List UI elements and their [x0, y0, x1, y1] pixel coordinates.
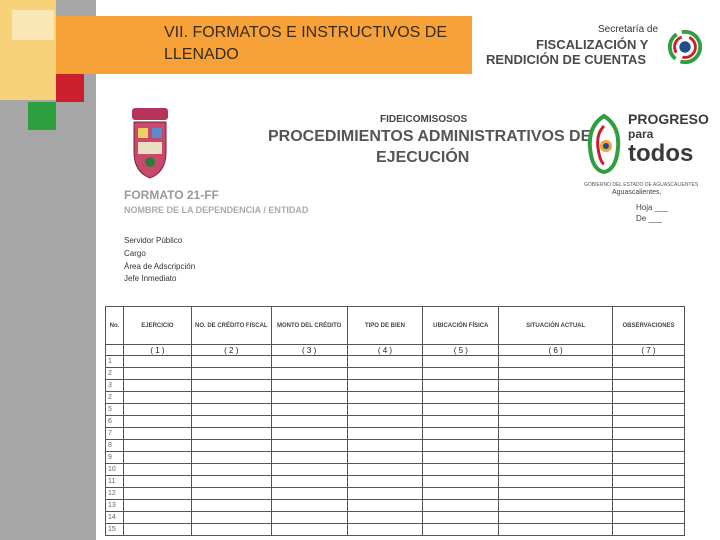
empty-cell: [123, 488, 191, 500]
coat-of-arms-icon: [126, 106, 174, 180]
header-monto-credito: MONTO DEL CRÉDITO: [271, 307, 347, 345]
empty-cell: [423, 380, 499, 392]
empty-cell: [123, 392, 191, 404]
empty-cell: [423, 440, 499, 452]
empty-cell: [271, 368, 347, 380]
empty-cell: [191, 416, 271, 428]
empty-cell: [347, 356, 423, 368]
empty-cell: [613, 368, 685, 380]
row-number: 11: [106, 476, 124, 488]
empty-cell: [347, 440, 423, 452]
secretaria-logo-line2: FISCALIZACIÓN Y: [536, 37, 649, 52]
progreso-word: PROGRESO: [628, 111, 709, 127]
empty-cell: [347, 428, 423, 440]
table-row: [106, 392, 685, 404]
empty-cell: [271, 524, 347, 536]
secretaria-logo-line1: Secretaría de: [598, 24, 659, 35]
empty-cell: [613, 380, 685, 392]
empty-cell: [123, 404, 191, 416]
empty-cell: [499, 428, 613, 440]
empty-cell: [423, 452, 499, 464]
secretaria-emblem-icon: [666, 28, 704, 66]
red-square-decoration: [56, 74, 84, 102]
row-number: 1: [106, 356, 124, 368]
header-no: No.: [106, 307, 124, 345]
empty-cell: [271, 512, 347, 524]
para-word: para: [628, 127, 654, 141]
table-row: [106, 440, 685, 452]
empty-cell: [123, 524, 191, 536]
row-number: 6: [106, 416, 124, 428]
table-header-row: [106, 307, 685, 345]
table-row: [106, 476, 685, 488]
empty-cell: [613, 392, 685, 404]
empty-cell: [191, 464, 271, 476]
empty-cell: [613, 416, 685, 428]
empty-cell: [613, 356, 685, 368]
empty-cell: [347, 476, 423, 488]
empty-cell: [191, 440, 271, 452]
empty-cell: [271, 500, 347, 512]
empty-cell: [347, 464, 423, 476]
green-square-decoration: [28, 102, 56, 130]
table-row: [106, 380, 685, 392]
empty-cell: [191, 476, 271, 488]
empty-cell: [423, 512, 499, 524]
empty-cell: [271, 356, 347, 368]
empty-cell: [423, 500, 499, 512]
empty-cell: [123, 416, 191, 428]
table-row: [106, 452, 685, 464]
empty-cell: [271, 464, 347, 476]
empty-cell: [499, 488, 613, 500]
row-number: 13: [106, 500, 124, 512]
empty-cell: [191, 524, 271, 536]
empty-cell: [123, 428, 191, 440]
empty-cell: [347, 452, 423, 464]
empty-cell: [613, 440, 685, 452]
row-number: 7: [106, 428, 124, 440]
empty-cell: [271, 452, 347, 464]
code-cell: ( 5 ): [423, 345, 499, 356]
empty-cell: [123, 452, 191, 464]
header-no-credito-fiscal: NO. DE CRÉDITO FISCAL: [191, 307, 271, 345]
empty-cell: [499, 452, 613, 464]
empty-cell: [423, 404, 499, 416]
code-cell: ( 7 ): [613, 345, 685, 356]
empty-cell: [271, 380, 347, 392]
header-ejercicio: EJERCICIO: [123, 307, 191, 345]
empty-cell: [423, 416, 499, 428]
header-ubicacion-fisica: UBICACIÓN FÍSICA: [423, 307, 499, 345]
code-cell: ( 2 ): [191, 345, 271, 356]
table-row: [106, 524, 685, 536]
secretaria-logo-line3: RENDICIÓN DE CUENTAS: [486, 52, 647, 67]
empty-cell: [123, 356, 191, 368]
code-cell: ( 6 ): [499, 345, 613, 356]
empty-cell: [499, 500, 613, 512]
empty-cell: [423, 464, 499, 476]
empty-cell: [499, 512, 613, 524]
progreso-para-todos-logo: [584, 106, 709, 196]
table-row: [106, 416, 685, 428]
row-number: 10: [106, 464, 124, 476]
empty-cell: [347, 524, 423, 536]
empty-cell: [123, 380, 191, 392]
header-observaciones: OBSERVACIONES: [613, 307, 685, 345]
row-number: 15: [106, 524, 124, 536]
info-area-adscripcion: Área de Adscripción: [124, 262, 196, 271]
code-cell: ( 1 ): [123, 345, 191, 356]
secretaria-logo: [486, 22, 710, 72]
scanned-format-document: [100, 104, 709, 533]
empty-cell: [499, 392, 613, 404]
empty-cell: [191, 512, 271, 524]
empty-cell: [613, 524, 685, 536]
empty-cell: [271, 488, 347, 500]
empty-cell: [499, 524, 613, 536]
empty-cell: [423, 392, 499, 404]
row-number: 3: [106, 380, 124, 392]
empty-cell: [613, 512, 685, 524]
empty-cell: [191, 392, 271, 404]
light-square-decoration: [12, 10, 54, 40]
empty-cell: [613, 488, 685, 500]
empty-cell: [613, 476, 685, 488]
empty-cell: [191, 500, 271, 512]
empty-cell: [123, 500, 191, 512]
document-title-line2: EJECUCIÓN: [376, 149, 470, 166]
formato-label: FORMATO 21-FF: [124, 188, 219, 202]
code-cell: ( 3 ): [271, 345, 347, 356]
row-number: 8: [106, 440, 124, 452]
row-number: 9: [106, 452, 124, 464]
info-jefe-inmediato: Jefe Inmediato: [124, 274, 177, 283]
empty-cell: [613, 452, 685, 464]
empty-cell: [123, 476, 191, 488]
empty-cell: [347, 500, 423, 512]
header-situacion-actual: SITUACIÓN ACTUAL: [499, 307, 613, 345]
document-small-header: FIDEICOMISOSOS: [380, 114, 468, 125]
empty-cell: [347, 392, 423, 404]
todos-word: todos: [628, 140, 694, 167]
row-number: 2: [106, 392, 124, 404]
empty-cell: [123, 512, 191, 524]
empty-cell: [191, 404, 271, 416]
empty-cell: [499, 368, 613, 380]
row-number: 14: [106, 512, 124, 524]
empty-cell: [123, 440, 191, 452]
empty-cell: [191, 380, 271, 392]
code-cell: [106, 345, 124, 356]
empty-cell: [347, 416, 423, 428]
empty-cell: [271, 404, 347, 416]
empty-cell: [423, 368, 499, 380]
empty-cell: [271, 392, 347, 404]
info-cargo: Cargo: [124, 249, 146, 258]
empty-cell: [613, 428, 685, 440]
table-row: [106, 404, 685, 416]
empty-cell: [499, 476, 613, 488]
row-number: 2: [106, 368, 124, 380]
slide-title-box: [56, 16, 472, 74]
empty-cell: [191, 452, 271, 464]
empty-cell: [423, 356, 499, 368]
empty-cell: [191, 488, 271, 500]
format-table: [105, 306, 685, 536]
empty-cell: [499, 440, 613, 452]
de-label: De ___: [636, 214, 662, 223]
gobierno-text: GOBIERNO DEL ESTADO DE AGUASCALIENTES: [584, 182, 699, 188]
empty-cell: [423, 524, 499, 536]
empty-cell: [347, 512, 423, 524]
empty-cell: [347, 368, 423, 380]
empty-cell: [123, 368, 191, 380]
empty-cell: [271, 440, 347, 452]
table-row: [106, 464, 685, 476]
table-row: [106, 368, 685, 380]
location-label: Aguascalientes,: [612, 189, 662, 196]
info-servidor-publico: Servidor Público: [124, 236, 183, 245]
empty-cell: [347, 380, 423, 392]
table-row: [106, 488, 685, 500]
empty-cell: [271, 428, 347, 440]
empty-cell: [423, 488, 499, 500]
empty-cell: [613, 404, 685, 416]
table-row: [106, 512, 685, 524]
document-title-line1: PROCEDIMIENTOS ADMINISTRATIVOS DE: [268, 128, 592, 145]
row-number: 12: [106, 488, 124, 500]
table-row: [106, 428, 685, 440]
table-row: [106, 356, 685, 368]
empty-cell: [499, 464, 613, 476]
dependency-name-label: NOMBRE DE LA DEPENDENCIA / ENTIDAD: [124, 205, 309, 215]
empty-cell: [499, 404, 613, 416]
row-number: 5: [106, 404, 124, 416]
empty-cell: [499, 380, 613, 392]
header-tipo-bien: TIPO DE BIEN: [347, 307, 423, 345]
slide-title: VII. FORMATOS E INSTRUCTIVOS DE LLENADO: [164, 24, 447, 63]
empty-cell: [191, 356, 271, 368]
empty-cell: [347, 488, 423, 500]
hoja-label: Hoja ___: [636, 203, 669, 212]
empty-cell: [499, 416, 613, 428]
empty-cell: [347, 404, 423, 416]
empty-cell: [613, 500, 685, 512]
empty-cell: [271, 416, 347, 428]
empty-cell: [499, 356, 613, 368]
empty-cell: [423, 476, 499, 488]
progreso-emblem-icon: [584, 112, 624, 176]
empty-cell: [123, 464, 191, 476]
empty-cell: [271, 476, 347, 488]
empty-cell: [191, 428, 271, 440]
code-cell: ( 4 ): [347, 345, 423, 356]
empty-cell: [423, 428, 499, 440]
empty-cell: [613, 464, 685, 476]
empty-cell: [191, 368, 271, 380]
table-code-row: [106, 345, 685, 356]
table-row: [106, 500, 685, 512]
